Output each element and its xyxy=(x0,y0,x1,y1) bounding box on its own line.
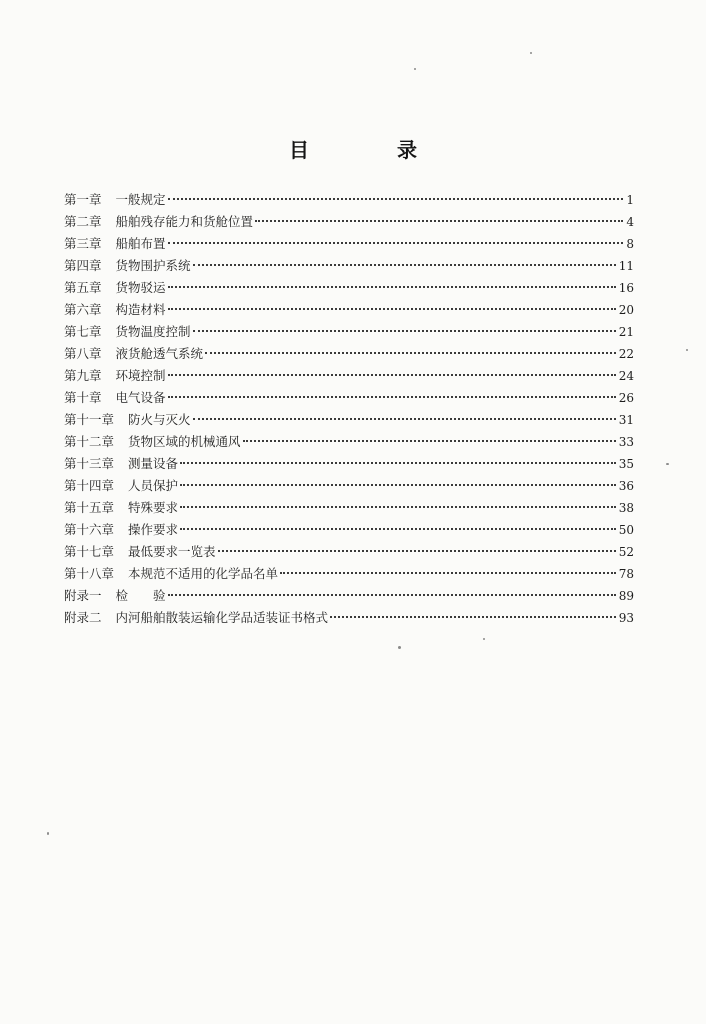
dot-leader xyxy=(205,352,616,354)
toc-row[interactable] xyxy=(64,453,634,475)
toc-page-number: 11 xyxy=(618,259,634,273)
dot-leader xyxy=(180,528,616,530)
toc-row[interactable] xyxy=(64,277,634,299)
toc-chapter: 附录二 xyxy=(64,610,102,625)
toc-chapter: 第六章 xyxy=(64,302,102,317)
toc-page-number: 78 xyxy=(618,567,634,581)
toc-page-number: 52 xyxy=(618,545,634,559)
toc-row[interactable] xyxy=(64,233,634,255)
toc-chapter: 第十四章 xyxy=(64,478,115,493)
toc-chapter: 第九章 xyxy=(64,368,102,383)
scan-speck xyxy=(530,52,532,54)
dot-leader xyxy=(180,506,616,508)
toc-chapter: 第四章 xyxy=(64,258,102,273)
toc-chapter: 第八章 xyxy=(64,346,102,361)
scan-speck xyxy=(47,832,49,835)
toc-row[interactable] xyxy=(64,497,634,519)
toc-entry-title: 环境控制 xyxy=(115,368,166,383)
toc-page-number: 38 xyxy=(618,501,634,515)
toc-page-number: 33 xyxy=(618,435,634,449)
toc-entry-title: 最低要求一览表 xyxy=(128,544,216,559)
scan-speck xyxy=(686,349,688,351)
toc-entry-title: 货物温度控制 xyxy=(115,324,191,339)
toc-entry-title: 本规范不适用的化学品名单 xyxy=(128,566,279,581)
toc-entry-title: 人员保护 xyxy=(128,478,179,493)
dot-leader xyxy=(168,396,616,398)
toc-chapter: 第十章 xyxy=(64,390,102,405)
dot-leader xyxy=(193,418,616,420)
toc-page-number: 20 xyxy=(618,303,634,317)
toc-row[interactable] xyxy=(64,321,634,343)
toc-entry-title: 液货舱透气系统 xyxy=(115,346,204,361)
scan-speck xyxy=(483,638,485,640)
toc-page-number: 8 xyxy=(626,237,634,251)
toc-page-number: 21 xyxy=(618,325,634,339)
toc-page-number: 24 xyxy=(618,369,634,383)
toc-page-number: 89 xyxy=(618,589,634,603)
toc-chapter: 第五章 xyxy=(64,280,102,295)
scan-speck xyxy=(398,646,401,649)
toc-page-number: 4 xyxy=(626,215,634,229)
toc-chapter: 第十三章 xyxy=(64,456,115,471)
dot-leader xyxy=(180,462,616,464)
toc-entry-title: 船舶布置 xyxy=(115,236,166,251)
toc-title: 目 录 xyxy=(289,138,451,162)
toc-row[interactable] xyxy=(64,607,634,629)
toc-page-number: 50 xyxy=(618,523,634,537)
dot-leader xyxy=(168,286,616,288)
toc-chapter: 附录一 xyxy=(64,588,102,603)
toc-entry-title: 测量设备 xyxy=(128,456,179,471)
toc-chapter: 第十二章 xyxy=(64,434,115,449)
toc-entry-title: 船舶残存能力和货舱位置 xyxy=(115,214,254,229)
toc-entry-title: 货物区域的机械通风 xyxy=(128,434,241,449)
toc-row[interactable] xyxy=(64,585,634,607)
toc-entry-title: 货物围护系统 xyxy=(115,258,191,273)
dot-leader xyxy=(218,550,616,552)
toc-row[interactable] xyxy=(64,475,634,497)
dot-leader xyxy=(168,374,616,376)
toc-row[interactable] xyxy=(64,563,634,585)
toc-row[interactable] xyxy=(64,255,634,277)
scan-speck xyxy=(666,463,669,465)
dot-leader xyxy=(255,220,623,222)
toc-row[interactable] xyxy=(64,387,634,409)
table-of-contents xyxy=(64,189,634,629)
dot-leader xyxy=(243,440,616,442)
toc-chapter: 第七章 xyxy=(64,324,102,339)
toc-page-number: 36 xyxy=(618,479,634,493)
toc-chapter: 第十八章 xyxy=(64,566,115,581)
toc-page-number: 22 xyxy=(618,347,634,361)
toc-entry-title: 货物驳运 xyxy=(115,280,166,295)
toc-page-number: 16 xyxy=(618,281,634,295)
toc-page-number: 35 xyxy=(618,457,634,471)
toc-page-number: 1 xyxy=(626,193,634,207)
toc-chapter: 第十六章 xyxy=(64,522,115,537)
toc-entry-title: 一般规定 xyxy=(115,192,166,207)
toc-row[interactable] xyxy=(64,541,634,563)
toc-chapter: 第三章 xyxy=(64,236,102,251)
toc-chapter: 第二章 xyxy=(64,214,102,229)
toc-page-number: 31 xyxy=(618,413,634,427)
toc-row[interactable] xyxy=(64,211,634,233)
toc-row[interactable] xyxy=(64,365,634,387)
dot-leader xyxy=(193,264,616,266)
toc-row[interactable] xyxy=(64,431,634,453)
toc-entry-title: 防火与灭火 xyxy=(128,412,191,427)
dot-leader xyxy=(330,616,616,618)
toc-chapter: 第十七章 xyxy=(64,544,115,559)
toc-row[interactable] xyxy=(64,343,634,365)
toc-page-number: 93 xyxy=(618,611,634,625)
dot-leader xyxy=(168,242,624,244)
toc-entry-title: 检 验 xyxy=(115,588,166,603)
dot-leader xyxy=(180,484,616,486)
dot-leader xyxy=(280,572,616,574)
toc-entry-title: 构造材料 xyxy=(115,302,166,317)
scan-speck xyxy=(414,68,416,70)
dot-leader xyxy=(168,308,616,310)
dot-leader xyxy=(168,198,624,200)
dot-leader xyxy=(168,594,616,596)
toc-row[interactable] xyxy=(64,519,634,541)
toc-entry-title: 操作要求 xyxy=(128,522,179,537)
toc-page-number: 26 xyxy=(618,391,634,405)
toc-chapter: 第一章 xyxy=(64,192,102,207)
toc-chapter: 第十五章 xyxy=(64,500,115,515)
toc-entry-title: 内河船舶散装运输化学品适装证书格式 xyxy=(115,610,329,625)
toc-chapter: 第十一章 xyxy=(64,412,115,427)
toc-entry-title: 特殊要求 xyxy=(128,500,179,515)
dot-leader xyxy=(193,330,616,332)
toc-row[interactable] xyxy=(64,189,634,211)
toc-entry-title: 电气设备 xyxy=(115,390,166,405)
toc-row[interactable] xyxy=(64,299,634,321)
toc-row[interactable] xyxy=(64,409,634,431)
